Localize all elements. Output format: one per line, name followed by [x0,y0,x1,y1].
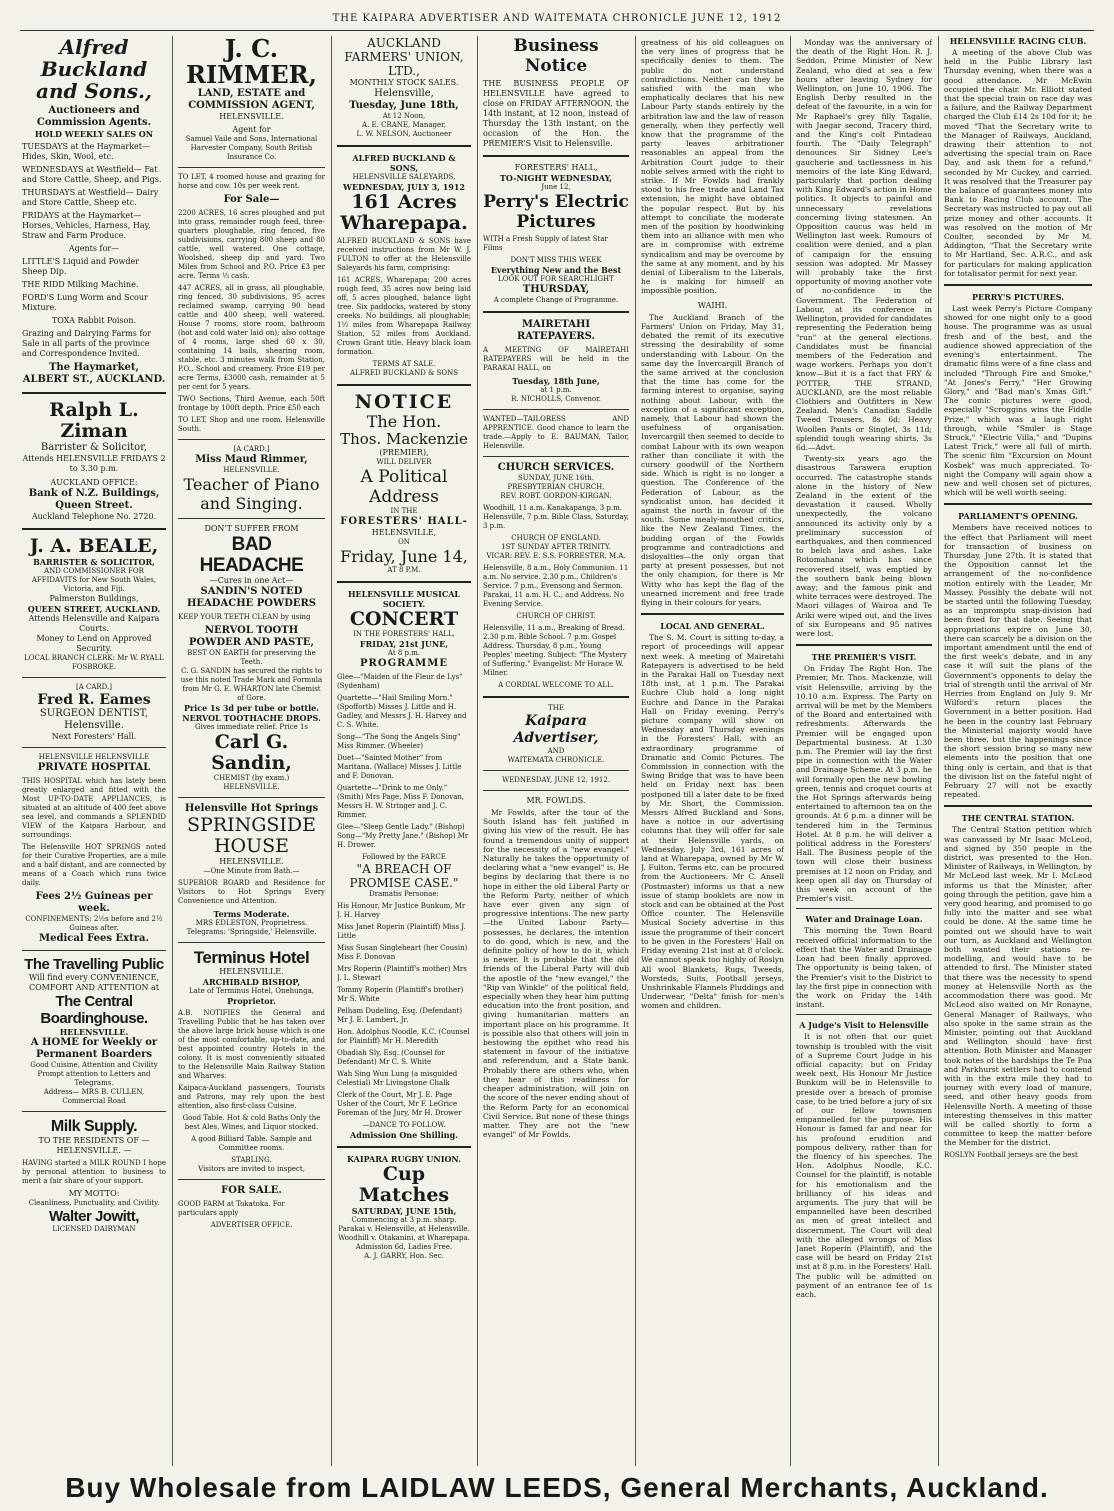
perrys-body: WITH a Fresh Supply of latest Star Films [483,235,608,252]
rimmer-name: J. C. RIMMER, [186,36,317,89]
card-label: [A CARD.] [75,683,112,691]
sandin-rights: C. G. SANDIN has secured the rights to use this noted Trade Mark and Formula from Mr G. E. WHARTON late Chemist of Gore. [180,667,323,702]
ab-date: WEDNESDAY, JULY 3, 1912 [343,182,465,192]
column-4 [483,36,629,1466]
sale-2200: 2200 ACRES, 16 acres ploughed and put into grass, remainder rough feed, three-quarters ploughable, ring fenced, five subdivisions, carrying 800 sheep and 80 cattle, well watered. One cottage, Woolshed, sheep dip and yard. Two Miles from School and P.O. Price £3 per acre. Terms ⅓ cash. [178,209,325,280]
ab-yards: HELENSVILLE SALEYARDS, [352,173,456,181]
will-deliver: WILL DELIVER [376,458,432,466]
in-the: IN THE [390,507,418,515]
hon: The Hon. [366,412,442,431]
sunday-16: SUNDAY, JUNE 16th. [518,474,594,482]
milk-body: HAVING started a MILK ROUND I hope by personal attention to business to merit a fair share of your support. [22,1159,166,1185]
ziman-name: Ralph L. Ziman [49,399,139,442]
church-title: CHURCH SERVICES. [497,462,615,473]
cup-matches: Cup Matches [358,1163,450,1206]
ziman-bank: Bank of N.Z. Buildings, Queen Street. [28,488,160,511]
hms-title: HELENSVILLE MUSICAL SOCIETY. [347,589,461,609]
parl-title: PARLIAMENT'S OPENING. [958,511,1078,522]
fowlds-body: Mr Fowlds, after the tour of the South Island has felt justified in giving his view of the result. He has found a tremendous unity of support for the necessity of a "new evangel." Naturally he takes the opportunity of declaring what a "new evangel" is. He begins by declaring that there is no hope in either the old Liberal Party or the Reform Party, neither of which have ever given any sign of progressive intentions. The new party—the United Labour Party—possesses, he declares, the intention to do good, which is new, and the definite policy of how to do it, which is newer. It is probable that the old friends of the Liberal Party will dub the apostle of the "new evangel," the "Rip van Winkle" of the political field, especially when they hear him putting education into the front position, and giving humanitarian matters an important place on his programme. It is possible also that others will join in bestowing the epithet who read his statement in favour of the initiative and referendum, and a State bank. Probably there are others who, when they hear of this readiness for cheaper administration, will join on the score of the never ending shout of the Reform Party for an economical Civil Service. But none of these things matter. They are not the "new evangel" of Mr Fowlds. [483,808,629,1140]
bad-headache: BAD HEADACHE [199,534,304,576]
coc-times: Helensville, 11 a.m., Breaking of Bread. 2.30 p.m. Bible School. 7 p.m. Gospel Address. Thursday, 8 p.m., Young Peoples' meeting. Subject: "The Mystery of Suffering." Evangelist: Mr Horace W. Milner. [483,624,627,677]
cont-body: greatness of his old colleagues on the very lines of progress that he specifically denies to them. The public do not understand contradictions. Neither can they be satisfied with the man who emphatically declares that his new Labour Party stands entirely by the arbitration law and the law of reason generally, when they perfectly well know that the programme of the party leaves arbitrationer reasonables an appeal from the Arbitration Court judge to their noble selves armed with the right to strike. If Mr Fowlds had frankly stood to his free trade and Land Tax extension, he might have obtained the popular respect. But by his attempt to conciliate the moderate men of the position by hoodwinking them into an alliance with men who are in compromise with extreme syndicalism and may be overcome by the same at any moment, and by his denial of Liberalism to the Liberals, he is making for himself an impossible position. [641,38,784,296]
at-1pm: at 1 p.m. [540,386,572,394]
gives-relief: Gives immediate relief. Price 1s [194,723,308,731]
mackenzie: Thos. Mackenzie [340,430,468,448]
afu-place: Helensville, [374,88,434,99]
and: AND [547,747,565,755]
hospital-fees: Fees 2½ Guineas per week. [35,891,153,914]
eames-name: Fred R. Eames [37,692,151,708]
eruption-article [796,454,932,638]
toxa: TOXA Rabbit Poison. [51,316,137,325]
maud-name: Miss Maud Rimmer, [195,454,308,465]
central-place: HELENSVILLE. [59,1027,129,1037]
ridd: THE RIDD Milking Machine. [22,280,139,289]
central-cuisine: Good Cuisine, Attention and Civility Prompt attention to Letters and Telegrams. [30,1061,158,1087]
milk-motto: MY MOTTO: [68,1189,120,1198]
prog-6: Glee—"Sleep Gentle Lady." (Bishop) Song—"My Pretty Jane." (Bishop) Mr H. Drower. [337,823,469,849]
water-body: This morning the Town Board received official information to the effect that the Water and Drainage Loan had been finally approved. The opportunity is being taken, of the Premier's visit to the District to lay the first pipe in connection with the work on Friday the 14th instant. [796,926,932,1010]
central-home: A HOME for Weekly or Permanent Boarders [30,1037,158,1060]
keep-teeth: KEEP YOUR TEETH CLEAN by using [178,613,311,621]
beale-bldg: Palmerston Buildings, [49,594,139,603]
central-title: The Central Boardinghouse. [40,993,148,1027]
eames-place: Helensville. [64,720,124,731]
nervol-drops: NERVOL TOOTHACHE DROPS. [182,713,321,723]
racing-body: A meeting of the above Club was held in the Public Library last Thursday evening, when there was a good attendance. Mr McEwin occupied the chair. Mr. Elliott stated that the special train on race day was a failure, and the Railway Department charged the Club £14 2s 10d for it; he moved "That the Secretary write to the Manager of Railways, Auckland, drawing their attention to not advertising the special train on Race Day, and ask them for a refund," seconded by Mr Cuckey, and carried. It was resolved that the Treasurer pay the balance of guarantees money into Bank to Racing Club account. The Secretary was instructed to pay out all prize money and other accounts. It was resolved on the motion of Mr Coulter, seconded by Mr M. Addington, "That the Secretary write to Mr Hartland, Sec. A.R.C., and ask for particulars for making application for totalisator permit for next year. [944,48,1092,278]
mairetahi: MAIRETAHI RATEPAYERS. [516,319,596,342]
waihi-title: WAIHI. [697,300,728,310]
perry-body: Last week Perry's Picture Company showed for one night only to a good house. The programme was as usual fresh and of the best, and the audience showed appreciation of the evening's entertainment. The dramatic films were of a fine class and included "Through Fire and Smoke," "At Jones's Ferry," "Her Growing Glory," and "Bad man's Xmas Gift." The comic pictures were good, especially "Scroggins wins the Fiddle Prize," which was a laugh right through, while "Smiler is Stage Struck," "Electric Villa," and "Dupins Latest Trick," were all full of mirth. The scenic film "Excursion on Mount Kosbek" was much appreciated. To-night the Company will again show a new and well chosen set of pictures, which will be well worth seeing. [944,304,1092,498]
hospital-springs: The Helensville HOT SPRINGS noted for their Curative Properties, are a mile and a half distant, and are connected by means of a Coach which runs twice daily. [22,843,166,887]
buckland-weekly: HOLD WEEKLY SALES ON [34,129,154,139]
terms-sale: TERMS AT SALE. [372,360,436,368]
beale-attends: Attends Helensville and Kaipara Courts. [28,614,160,633]
advertiser-office: ADVERTISER OFFICE. [210,1221,293,1229]
cures: —Cures in one Act— [209,576,294,585]
prog-4: Duet—"Sainted Mother" from Maritana. (Wallace) Misses J. Little and F. Donovan. [337,754,462,780]
roslyn: ROSLYN Football jerseys are the best [944,1150,1078,1159]
springside-place: HELENSVILLE. [219,857,284,866]
springs-head: Helensville Hot Springs [184,803,319,814]
programme: PROGRAMME [360,658,448,669]
buckland-thu: THURSDAYS at Westfield— Dairy and Store Cattle, Sheep etc. [22,188,159,207]
column-7 [944,36,1092,1466]
ab-instructions: ALFRED BUCKLAND & SONS have received instructions from Mr W. J. FULTON to offer at the Helensville Saleyards his farm, comprising: [337,237,471,272]
telegrams: Telegrams: 'Springside,' Helensville. [186,928,317,936]
beale-clerk: LOCAL BRANCH CLERK: Mr W. RYALL FOSBROKE. [24,654,164,671]
cast-9: Wah Sing Wun Lung (a misguided Celestial) Mr Livingstone Chalk [337,1070,458,1087]
tuesday-18: Tuesday, 18th June, [512,376,600,386]
terminus-title: Terminus Hotel [193,948,310,967]
judge-body: It is not often that our quiet township is troubled with the visit of a Supreme Court Judge in his official capacity; but on Friday week next, His Honour Mr Justice Bunkum will be in Helensville to preside over a breach of promise case, to be tried before a jury of six of our fellow townsmen empannelled for the purpose. His Honour is famed far and near for his profound erudition and pompous delivery, rather than for the fluency of his speeches. The Hon. Adolphus Noodle, K.C. Counsel for the plaintiff, is notable for his emotionalism and the brilliancy of his ideas and arguments. The jury that will be empannelled have been described as men of great intellect and discernment. The Court will deal with the alleged wrongs of Miss Janet Roperin (Plaintiff), and the case will be heard on Friday 21st inst at 8 p.m. in the Foresters' Hall. The public will be admitted on payment of an entrance fee of 1s each. [796,1032,932,1299]
woodhill: Woodhill v. Otakanini, at Wharepapa. [338,1234,470,1242]
column-rule [331,36,332,1466]
saturday-15: SATURDAY, JUNE 15th, [351,1206,457,1216]
monday-body: Monday was the anniversary of the death of the Right Hon. R. J. Seddon, Prime Minister of New Zealand, who died at sea a few hours after leaving Sydney for Wellington, on June 10, 1906. The English Derby resulted in the defeat of the favourite, in a win for Mr Raphael's grey filly Tagalie, with Jaegar second, Tracery third, and the King's colt Pintadeau fourth. The "Daily Telegraph" denounces Sir Sidney Lee's gaucherie and tactlessness in his memoirs of the late King Edward, particularly that portion dealing with King Edward's action in Home politics. It objects to painful and unnecessary revelations concerning living statesmen. An Opposition caucus was held in Wellington last week. Rumours of coalition were denied, and a plan of campaign for the ensuing session was adopted. Mr Massey will probably take the first opportunity of moving another vote of no-confidence in the Government. The Federation of Labour, at its conference in Wellington, provided for candidates representing the Federation being "run" at the general elections. Candidates must be financial members of the Federation and wage workers. Perhaps you don't know—But it is a fact that FRY & POTTER, THE STRAND, AUCKLAND, are the most reliable Clothiers and Outfitters in New Zealand. Men's Canadian Saddle Tweed Trousers, 8s 6d; Heavy Woollen Pants or Singlet, 3s 11d; splendid tough wearing shirts, 3s 6d.—Advt. [796,38,932,452]
presb-rev: REV. ROBT. GORDON-KIRGAN. [500,492,612,500]
terms-moderate: Terms Moderate. [213,909,290,919]
terminus-place: HELENSVILLE. [219,967,284,976]
nicholls: R. NICHOLLS, Convenor. [511,395,601,403]
milk-licensed: LICENSED DAIRYMAN [52,1225,136,1233]
complete-change: A complete Change of Programme. [493,296,619,304]
farce: "A BREACH OF PROMISE CASE." [349,862,459,890]
parakai: Parakai v. Helensville, at Helensville. [338,1225,470,1233]
premier-body: On Friday The Right Hon. The Premier, Mr. Thos. Mackenzie, will visit Helensville, arriving by the 10.10 a.m. Express. The Party on arrival will be met by the Members of the Board and entertained with refreshments. Afterwards the Premier will be engaged upon Departmental business. At 1.30 p.m. The Premier will lay the first pipe in connection with the Water and Drainage Scheme. At 3 p.m. he will formally open the new bowling green, tennis and croquet courts at the Hot Springs afterwards being entertained to afternoon tea on the grounds. At 6 p.m. a dinner will be tendered him in the Terminus Hotel. At 8 p.m. he will deliver a political address in the Foresters' Hall. The Business people of the town will close their business premises at 12 noon on Friday, and keep open all day on Thursday of this week on account of the Premier's visit. [796,664,932,904]
premier-article [796,664,932,903]
buckland-title: Alfred Buckland and Sons., [36,36,152,103]
coe-vicar: VICAR: REV. E. S.S. FORRESTER, M.A. [486,552,626,560]
coe-sunday: 1ST SUNDAY AFTER TRINITY. [501,543,611,551]
nervol-powder: NERVOL TOOTH POWDER AND PASTE, [189,625,314,648]
coe: CHURCH OF ENGLAND. [511,534,601,542]
parl-body: Members have received notices to the effect that Parliament will meet for transaction of business on Thursday, June 27th. It is stated that the Opposition cannot let the arrangement of the no-confidence motion entirely with the Leader, Mr Massey. Possibly the debate will not be started until the following Tuesday, as an impromptu snap-division had been fixed for that date. Seeing that appropriations expire on June 30, there can scarcely be a division on the important amendment until the end of the first week's debate, and in any case it will suit the plans of the Government's opponents to delay the trial of strength until the arrival of Mr Herries from England on July 9. Mr Wilford's return places the Government in a better position. Had he been in the country last February the Ministerial majority would have been three, but the happenings since the short session bring so many new elements into the position that one thing only is certain, and that is that the division list on the fateful night of February 27 will not be exactly repeated. [944,523,1092,800]
footer-banner: Buy Wholesale from LAIDLAW LEEDS, General Merchants, Auckland. [65,1472,1049,1503]
stabling: STABLING. [231,1156,272,1164]
concert: CONCERT [349,608,459,630]
afu-title: AUCKLAND FARMERS' UNION, LTD., [344,36,464,78]
presb-times: Woodhill, 11 a.m. Kanakapanga, 3 p.m. Helensville, 7 p.m. Bible Class, Saturday, 3 p.m. [483,504,629,530]
milk-to: TO THE RESIDENTS OF — HELENSVILLE. — [38,1136,150,1155]
cast-7: Hon. Adolphus Noodle, K.C. (Counsel for Plaintiff) Mr H. Meredith [337,1028,470,1045]
in-the-foresters: IN THE FORESTERS' HALL, [353,630,455,638]
milk-motto-text: Cleanliness, Punctuality, and Civility. [28,1199,160,1207]
rimmer-place: HELENSVILLE. [219,112,284,121]
good-farm: GOOD FARM at Tokatoka. For particulars apply [178,1200,285,1217]
agents-for: Agents for— [68,244,120,253]
business-title: Business Notice [513,36,599,76]
ab-sig: ALFRED BUCKLAND & SONS [350,369,458,377]
for-sale-2: FOR SALE. [221,1185,282,1196]
central-station-body: The Central Station petition which was canvassed by Mr Isaac McLeod, and signed by 350 people in the district, was presented to the Hon. Minister of Railways, in Wellington, by Mr McLeod last week. Mr I. McLeod informs us that the Minister, after going through the petition, gave him a very good hearing, and promised to go fully into the matter and see what could be done. At the same time he pointed out we should have to wait our turn, as Auckland and Wellington both wanted their stations re-modelling, and would have to be attended to first. The Minister stated that there was the necessity to spend money at Helensville North as the accommodation there was good. Mr McLeod also waited on Mr Ronayne, General Manager of Railways, who also spoke in the same strain as the Minister, pointing out that Auckland and Wellington should have first attention. Both Minister and Manager took notes of the hardships the Te Pua and Parkhurst settlers had to contend with in the extra mile they had to journey with every load of manure, seed, and other heavy goods from Helensville North. A meeting of those interesting themselves in this matter will be called shortly to form a committee to keep the matter before the Member for the district. [944,825,1092,1148]
central-station-title: THE CENTRAL STATION. [961,813,1075,824]
beale-name: J. A. BEALE, [29,535,159,557]
buckland-subtitle: Auctioneers and Commission Agents. [36,105,152,128]
on: ON [398,538,410,546]
travel-body: Will find every CONVENIENCE, COMFORT AND ATTENTION at [28,973,160,992]
perry-article [944,304,1092,497]
sale-shop: TO LET, Shop and one room. Helensville South. [178,416,325,433]
at-8pm: At 8 p.m. [387,649,421,657]
judge-title: A Judge's Visit to Helensville [799,1020,929,1031]
mairetahi-body: A MEETING OF MAIRETAHI RATEPAYERS will be held in the PARAKAI HALL, on [483,346,629,372]
water-article [796,926,932,1009]
local-title: LOCAL AND GENERAL. [660,621,765,632]
buckland-wed: WEDNESDAYS at Westfield— Fat and Store Cattle, Sheep, and Pigs. [22,165,162,184]
milk-name: Walter Jowitt, [49,1208,139,1225]
followed: Followed by the FARCE [362,853,446,861]
foresters-hall-4: FORESTERS' HALL, [514,163,598,172]
travel-title: The Travelling Public [24,956,164,973]
carl-chemist: CHEMIST (by exam.) [213,774,290,782]
sandins: SANDIN'S NOTED HEADACHE POWDERS [186,586,317,609]
grazing: Grazing and Dairying Farms for Sale in all parts of the province and Correspondence Invited. [22,329,152,358]
prog-3: Song—"The Song the Angels Sing" Miss Rimmer. (Wheeler) [337,733,461,750]
column-rule [172,36,173,1466]
dance: —DANCE TO FOLLOW. [362,1121,446,1129]
hospital-conf: CONFINEMENTS: 2½s before and 2½ Guineas after. [25,915,163,932]
cast-4: Mrs Roperin (Plaintiff's mother) Mrs J. L. Stewart [337,965,467,982]
garry: A. J. GARRY, Hon. Sec. [364,1252,444,1260]
fowlds-continued [641,38,784,296]
the: THE [548,704,564,712]
column-5 [641,36,784,1466]
albert-st: ALBERT ST., AUCKLAND. [22,374,166,385]
kaipaca-passengers: Kaipaca-Auckland passengers, Tourists and Patrons, may rely upon the best attention, also first-class Cuisine. [178,1084,325,1110]
card-label: [A CARD.] [233,445,270,453]
cast-5: Tommy Roperin (Plaintiff's brother) Mr S. White [337,986,464,1003]
waihi-body: The Auckland Branch of the Farmers' Union on Friday, May 31, debated the remit of its executive stressing the desirability of some understanding with Labour. On the same day the Invercargill Branch of the same arrived at the conclusion that the time has come for the farming interest to organise, saying nothing about Labour, with the exception of a significant exception, namely, that Labour had shown the usefulness of organisation. Invercargill then seemed to decide to combat Labour with its own weapon rather than conciliate it with the cursory goodwill of the Northern side. Which is right is no longer a question. The Conference of the Federation of Labour, as the syndicalist union, has decided it against the north in favour of the south. Some mealy-mouthed critics, like the New Zealand Times, the budding organ of the Fowlds programme and contradictions and disloyalties—the only organ that party at present possesses, but not the only champion, for there is Mr Witty who has kept the flag of the unearned increment and free trade flying in their colours for years. [641,312,784,607]
edleston: MRS EDLESTON, Proprietress. [195,919,308,927]
perry-title: PERRY'S PICTURES. [972,292,1064,303]
look-out: LOOK OUT FOR SEARCHLIGHT [498,275,614,283]
sale-two: TWO Sections, Third Avenue, each 50ft frontage by 100ft depth. Price £50 each [178,395,325,412]
cast-1: His Honour, Mr Justice Bunkum, Mr J. H. Harvey [337,902,466,919]
fowlds-article [483,808,629,1139]
ziman-tel: Auckland Telephone No. 2720. [31,512,157,521]
business-body: THE BUSINESS PEOPLE OF HELENSVILLE have agreed to close on FRIDAY AFTERNOON, the 14th instant, at 12 noon, instead of Thursday the 13th instant, on the occasion of the Hon. the PREMIER'S Visit to Helensville. [483,79,629,148]
buckland-tue: TUESDAYS at the Haymarket—Hides, Skin, Wool, etc. [22,142,150,161]
central-station-article [944,825,1092,1147]
eames-next: Next Foresters' Hall. [51,732,137,741]
friday-june: Friday, June 14, [340,547,468,566]
afu-nelson: L. W. NELSON, Auctioneer [356,130,452,138]
afu-crane: A. E. CRANE, Manager, [362,121,446,129]
coc: CHURCH OF CHRIST. [516,612,596,620]
cast-8: Obadiah Sly, Esq. (Counsel for Defendant) Mr C. S. White [337,1049,445,1066]
kaipara-advertiser: Kaipara Advertiser, [513,713,599,746]
cast-3: Miss Susan Singleheart (her Cousin) Miss F. Donovan [337,944,468,961]
ziman-office: AUCKLAND OFFICE: [50,478,138,487]
prog-5: Quartette—"Drink to me Only." (Smith) Mrs Page, Miss F. Donovan, Messrs H. W. Stringer and J. C. Rimmer. [337,784,465,819]
beale-street: QUEEN STREET, AUCKLAND. [27,604,161,614]
admission: Admission One Shilling. [350,1130,458,1140]
dramatis: Dramatis Personae: [369,890,439,898]
ab-notifies: A.B. NOTIFIES the General and Travelling Public that he has taken over the above large brick house which is one of the most comfortable, up-to-date, and best appointed country Hotels in the colony. It is most conveniently situated to the Helensville Main Railway Station and Wharves. [178,1009,325,1080]
commencing: Commencing at 3 p.m. sharp. [351,1216,457,1224]
rimmer-title: LAND, ESTATE and COMMISSION AGENT, [188,88,315,111]
helensville: HELENSVILLE, [371,528,437,537]
fowlds-title: MR. FOWLDS. [526,796,586,805]
at-8: AT 8 P.M. [387,566,421,574]
cordial: A CORDIAL WELCOME TO ALL. [498,681,614,689]
column-rule [477,36,478,1466]
column-rule [790,36,791,1466]
premier: (PREMIER), [379,448,429,457]
fords: FORD'S Lung Worm and Scour Mixture. [22,293,148,312]
acres-161: 161 Acres [351,191,457,213]
afu-date: Tuesday, June 18th, [349,100,459,111]
adm-6d: Admission 6d, Ladies Free. [355,1243,453,1251]
rimmer-let: TO LET, 4 roomed house and grazing for horse and cow. 10s per week rent. [178,173,325,190]
judge-article [796,1032,932,1299]
sale-447: 447 ACRES, all in grass, all ploughable, ring fenced, 30 subdivisions, 95 acres reclaimed swamp, carrying 90 head cattle and 400 sheep, well watered. House 7 rooms, store room, bathroom (hot and cold water laid on); also cottage of 4 rooms, large shed 60 x 30, containing 14 bails, shearing room, stable, etc. 3 minutes walk from Station, P.O., School and creamery. Price £19 per acre Terms, £3000 cash, remainder at 5 per cent for 5 years. [178,284,325,391]
proprietor: Proprietor. [227,996,276,1006]
water-title: Water and Drainage Loan. [805,914,923,925]
wharepapa: Wharepapa. [340,212,468,234]
best-earth: BEST ON EARTH for preserving the Teeth. [187,649,316,666]
beale-title: BARRISTER & SOLICITOR, [33,557,155,567]
dont-suffer: DON'T SUFFER FROM [204,524,299,533]
premier-title: THE PREMIER'S VISIT. [811,652,917,663]
waihi-article [641,313,784,608]
column-3 [337,36,471,1466]
price-1s: Price 1s 3d per tube or bottle. [183,703,320,713]
littles: LITTLE'S Liquid and Powder Sheep Dip. [22,257,140,276]
notice: NOTICE [354,391,454,413]
local-body: The S. M. Court is sitting to-day, a report of proceedings will appear next week. A meeting of Mairetahi Ratepayers is advertised to be held in the Parakai Hall on Tuesday next 18th inst, at 1 p.m. The Parakai Euchre Club hold a long night Euchre and Dance in the Parakai Hall on Friday evening. Perry's picture company will show on Wednesday and Thursday evenings in the Foresters' Hall, with an extraordinary programme of Dramatic and Comic Pictures. The Commission in connection with the Swing Bridge that was to have been held on Friday next has been postponed till a later date to be fixed by Mr. Short, the Commission. Messrs Alfred Buckland and Sons, have a notice in our advertising columns that they will offer for sale at their Helensville yards, on Wednesday, July 3rd, 161 acres of land at Wharepapa, owned by Mr W. J. Fulton. Terms etc. can be procured from the Auctioneers. Mr C. Ansell (Postmaster) informs us that a new issue of stamp booklets are now in stock and can be obtained at the Post Office counter. The Helensville Musical Society advertise in this issue the programme of their concert to be given in the Foresters' Hall on Friday evening 21st inst at 8 o'clock. We cannot speak too highly of Roslyn All wool Blankets, Rugs, Tweeds, Worsteds, Suits, Football jerseys, Unshrinkable Flannels Pluddings and Underwear, "Delta" finish for men's women and children. [641,633,784,1011]
parl-article [944,523,1092,799]
tonight: TO-NIGHT WEDNESDAY, [499,173,613,183]
perrys: Perry's Electric Pictures [483,192,629,232]
presbyterian: PRESBYTERIAN CHURCH, [507,483,605,491]
local-article [641,633,784,1010]
ab-title: ALFRED BUCKLAND & SONS, [352,153,456,173]
milk-title: Milk Supply. [50,1118,138,1135]
billiard: A good Billiard Table. Sample and Committee rooms. [191,1135,312,1152]
column-6 [796,36,932,1466]
friday-21: FRIDAY, 21st JUNE, [359,639,449,649]
afu-time: At 12 Noon, [382,112,426,120]
one-minute: —One Minute from Bath.— [203,867,300,875]
prog-1: Glee—"Maiden of the Fleur de Lys" (Sydenham) [337,673,463,690]
springside-house: SPRINGSIDE HOUSE [186,814,317,857]
afu-monthly: MONTHLY STOCK SALES. [349,78,459,87]
rimmer-agent: Agent for [232,125,271,134]
ziman-attends: Attends HELENSVILLE FRIDAYS 2 to 3.30 p.m. [22,454,166,473]
date-line: WEDNESDAY, JUNE 12, 1912. [501,776,611,784]
beale-comm: AND COMMISSIONER FOR AFFIDAVITS for New South Wales, Victoria, and Fiji. [31,567,157,593]
maud-teacher: Teacher of Piano and Singing. [183,475,320,513]
column-rule [635,36,636,1466]
hospital-medical: Medical Fees Extra. [39,933,149,944]
bishop-late: Late of Terminus Hotel, Onehunga, [188,987,315,995]
superior: SUPERIOR BOARD and Residence for Visitors to Hot Springs Every Convenience und Attention. [178,879,325,905]
hospital-name: PRIVATE HOSPITAL [37,762,151,773]
rugby-title: KAIPARA RUGBY UNION. [346,1154,462,1164]
masthead: THE KAIPARA ADVERTISER AND WAITEMATA CHRONICLE JUNE 12, 1912 [20,8,1094,31]
cast-2: Miss Janet Roperin (Plaintiff) Miss J. Little [337,923,466,940]
ziman-title: Barrister & Solicitor, [40,442,148,453]
cast-10: Clerk of the Court, Mr J. E. Page Usher of the Court, Mr F. LeGrice Foreman of the Jury, Mr H. Drower [337,1091,462,1117]
column-rule [938,36,939,1466]
buckland-fri: FRIDAYS at the Haymarket—Horses, Vehicles, Harness, Hay, Straw and Farm Produce. [22,211,151,240]
bishop: ARCHIBALD BISHOP, [202,977,301,987]
ab-161-desc: 161 ACRES, Wharepapa; 200 acres rough feed, 35 acres now being laid off, 5 acres ploughed, balance light tree. Six paddocks, watered by stony creeks. No buildings, all ploughable; 1½ miles from Wharepapa Railway Station, 52 miles from Auckland. Crown Grant title. Heavy black loam formation. [337,276,471,356]
eruption-body: Twenty-six years ago the disastrous Tarawera eruption occurred. The catastrophe stands alone in the history of New Zealand in the extent of the devastation it caused. Wholly unexpectedly, the volcano announced its activity only by a preliminary succession of earthquakes, and then commenced to belch lava and ashes. Lake Rotomahana which has since recovered itself, was emptied by the southern bank being blown away; and the famous pink and white terraces were destroyed. The Maori villages of Wairoa and Te Ariki were wiped out, and the lives of six Europeans and 95 natives were lost. [796,454,932,638]
foresters-hall: FORESTERS' HALL- [340,516,468,527]
everything-new: Everything New and the Best [490,265,622,275]
carl-place: HELENSVILLE. [223,783,280,791]
central-address: Address— MRS B. CULLEN, Commercial Road [43,1088,145,1105]
for-sale: For Sale— [223,194,280,205]
rimmer-agencies: Samuel Vaile and Sons, International Harvester Company, South British Insurance Co. [185,135,318,161]
monday-article [796,38,932,452]
political: A Political Address [360,467,448,507]
maud-place: HELENSVILLE. [223,466,280,474]
hospital-body: THIS HOSPITAL which has lately been greatly enlarged and fitted with the Most UP-TO-DATE APPLIANCES, is situated at an altitude of 400 feet above sea level, and commands a SPLENDID VIEW of the Kaipara Harbour, and surroundings. [22,777,166,839]
visitors: Visitors are invited to inspect, [198,1165,305,1173]
waitemata: WAITEMATA CHRONICLE. [507,756,605,764]
column-2 [178,36,325,1466]
dont-miss: DON'T MISS THIS WEEK [510,256,602,264]
haymarket: The Haymarket, [48,362,139,373]
prog-2: Quartette—"Hail Smiling Morn." (Spofforth) Misses J. Little and H. Gadley, and Messrs J. H. Harvey and C. S. White. [337,694,467,729]
beale-money: Money to Lend on Approved Security. [36,634,152,653]
racing-title: HELENSVILLE RACING CLUB. [949,36,1087,46]
cast-6: Pelham Dudeling, Esq. (Defendant) Mr J. E. Lambert, Jr. [337,1007,463,1024]
thursday: THURSDAY, [522,284,590,295]
column-1 [22,36,166,1466]
carl-name: Carl G. Sandin, [211,731,292,774]
june-12: June 12, [541,183,571,191]
wanted: WANTED—TAILORESS AND APPRENTICE. Good chance to learn the trade.—Apply to E. BAUMAN, Tailor, Helensville. [483,415,629,450]
coe-times: Helensville, 8 a.m., Holy Communion. 11 a.m. No service. 2.30 p.m., Children's Service. 7 p.m., Evensong and Sermon. Parakai, 11 a.m. H. C., and Address. No Evening Service. [483,564,629,608]
eames-title: SURGEON DENTIST, [39,708,149,719]
hospital-head: HELENSVILLE HELENSVILLE [38,753,150,761]
good-table: Good Table. Hot & cold Baths Only the best Ales, Wines, and Liquor stocked. [182,1114,321,1131]
racing-article [944,48,1092,278]
